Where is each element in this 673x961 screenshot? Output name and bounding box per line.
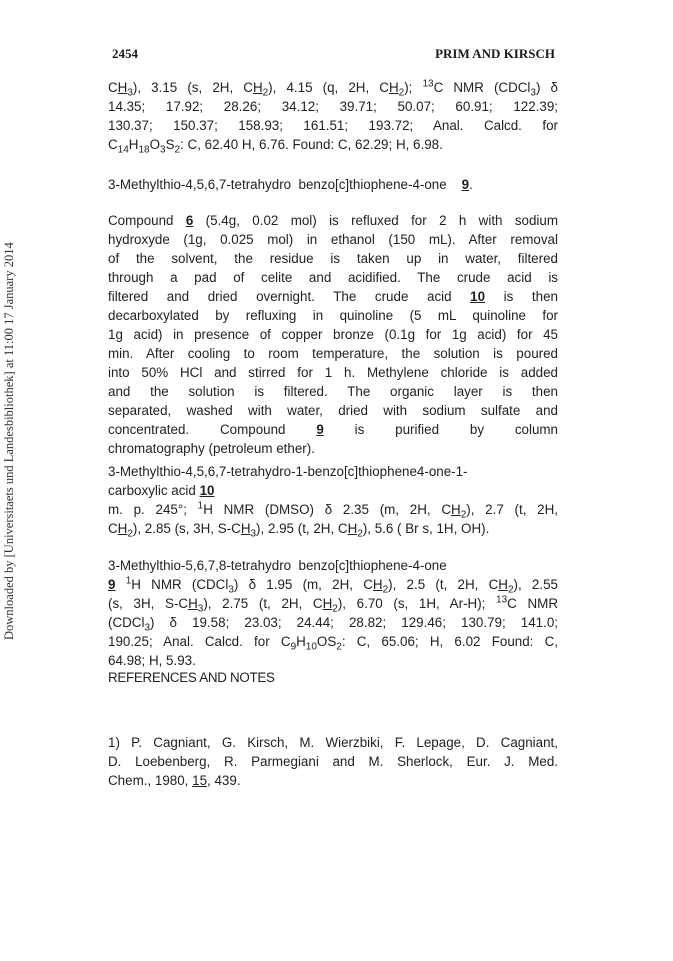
reference-line: Chem., 1980, 15, 439. — [108, 773, 241, 788]
procedure-line: of the solvent, the residue is taken up in water, filtered — [108, 251, 558, 266]
procedure-line: through a pad of celite and acidified. The crude acid is — [108, 270, 558, 285]
procedure-line: filtered and dried overnight. The crude acid 10 is then — [108, 289, 558, 304]
running-authors: PRIM AND KIRSCH — [435, 46, 555, 61]
compound-data-continued — [108, 78, 558, 154]
running-header — [112, 46, 555, 64]
data-line: $C_{14}H_{18}O_3S_2$: C, 62.40 H, 6.76. Found: C, 62.29; H, 6.98. — [108, 137, 443, 156]
compound-number: 9 — [461, 177, 470, 192]
procedure-line: into 50% HCl and stirred for 1 h. Methylene chloride is added — [108, 365, 558, 380]
data-line: 130.37; 150.37; 158.93; 161.51; 193.72; Anal. Calcd. for — [108, 118, 558, 133]
data-line: (s, 3H, $S-CH_3$), 2.75 (t, 2H, $CH_2$), 6.70 (s, 1H, Ar-H); $^{13}$C NMR — [108, 594, 558, 615]
procedure-line: min. After cooling to room temperature, the solution is poured — [108, 346, 558, 361]
procedure-line: decarboxylated by refluxing in quinoline (5 mL quinoline for — [108, 308, 558, 323]
data-line: 9 $^1$H NMR (CDCl$_3$) δ 1.95 (m, 2H, $CH_2$), 2.5 (t, 2H, $CH_2$), 2.55 — [108, 575, 558, 596]
procedure-paragraph — [108, 211, 558, 458]
procedure-line: 1g acid) in presence of copper bronze (0.1g for 1g acid) for 45 — [108, 327, 558, 342]
data-line: m. p. 245°; $^1$H NMR (DMSO) δ 2.35 (m, 2H, $CH_2$), 2.7 (t, 2H, — [108, 500, 558, 521]
data-line: $CH_3$), 3.15 (s, 2H, $CH_2$), 4.15 (q, 2H, $CH_2$); $^{13}$C NMR (CDCl$_3$) δ — [108, 78, 558, 99]
references-heading: REFERENCES AND NOTES — [108, 670, 275, 685]
compound-10-title — [108, 462, 558, 500]
procedure-line: separated, washed with water, dried with sodium sulfate and — [108, 403, 558, 418]
reference-line: D. Loebenberg, R. Parmegiani and M. Sherlock, Eur. J. Med. — [108, 754, 558, 769]
data-line: $CH_2$), 2.85 (s, 3H, $S-CH_3$), 2.95 (t, 2H, $CH_2$), 5.6 ( Br s, 1H, OH). — [108, 521, 490, 540]
compound-9-data-block — [108, 556, 558, 670]
procedure-line: concentrated. Compound 9 is purified by column — [108, 422, 559, 437]
compound-10-data — [108, 500, 558, 538]
page-number: 2454 — [112, 46, 138, 61]
reference-line: 1) P. Cagniant, G. Kirsch, M. Wierzbiki, F. Lepage, D. Cagniant, — [108, 735, 558, 750]
data-line: 64.98; H, 5.93. — [108, 653, 196, 668]
data-line: 190.25; Anal. Calcd. for $C_9H_{10}OS_2$: C, 65.06; H, 6.02 Found: C, — [108, 634, 558, 653]
procedure-line: Compound 6 (5.4g, 0.02 mol) is refluxed for 2 h with sodium — [108, 213, 559, 228]
compound-number: 10 — [199, 483, 215, 498]
compound-title-line: 3-Methylthio-5,6,7,8-tetrahydro benzo[c]thiophene-4-one — [108, 558, 447, 573]
compound-title-text: 3-Methylthio-4,5,6,7-tetrahydro benzo[c]thiophene-4-one — [108, 177, 447, 192]
procedure-line: chromatography (petroleum ether). — [108, 441, 315, 456]
data-line: (CDCl$_3$) δ 19.58; 23.03; 24.44; 28.82; 129.46; 130.79; 141.0; — [108, 615, 558, 634]
compound-title-line: carboxylic acid — [108, 483, 196, 498]
reference-item — [108, 733, 558, 790]
compound-9-title: 3-Methylthio-4,5,6,7-tetrahydro benzo[c]thiophene-4-one 9. — [108, 177, 473, 192]
procedure-line: hydroxyde (1g, 0.025 mol) in ethanol (150 mL). After removal — [108, 232, 558, 247]
procedure-line: and the solution is filtered. The organic layer is then — [108, 384, 558, 399]
compound-title-line: 3-Methylthio-4,5,6,7-tetrahydro-1-benzo[c]thiophene4-one-1- — [108, 464, 468, 479]
download-watermark: Downloaded by [Universitaets und Landesbibliothek] at 11:00 17 January 2014 — [2, 242, 16, 640]
data-line: 14.35; 17.92; 28.26; 34.12; 39.71; 50.07; 60.91; 122.39; — [108, 99, 558, 114]
